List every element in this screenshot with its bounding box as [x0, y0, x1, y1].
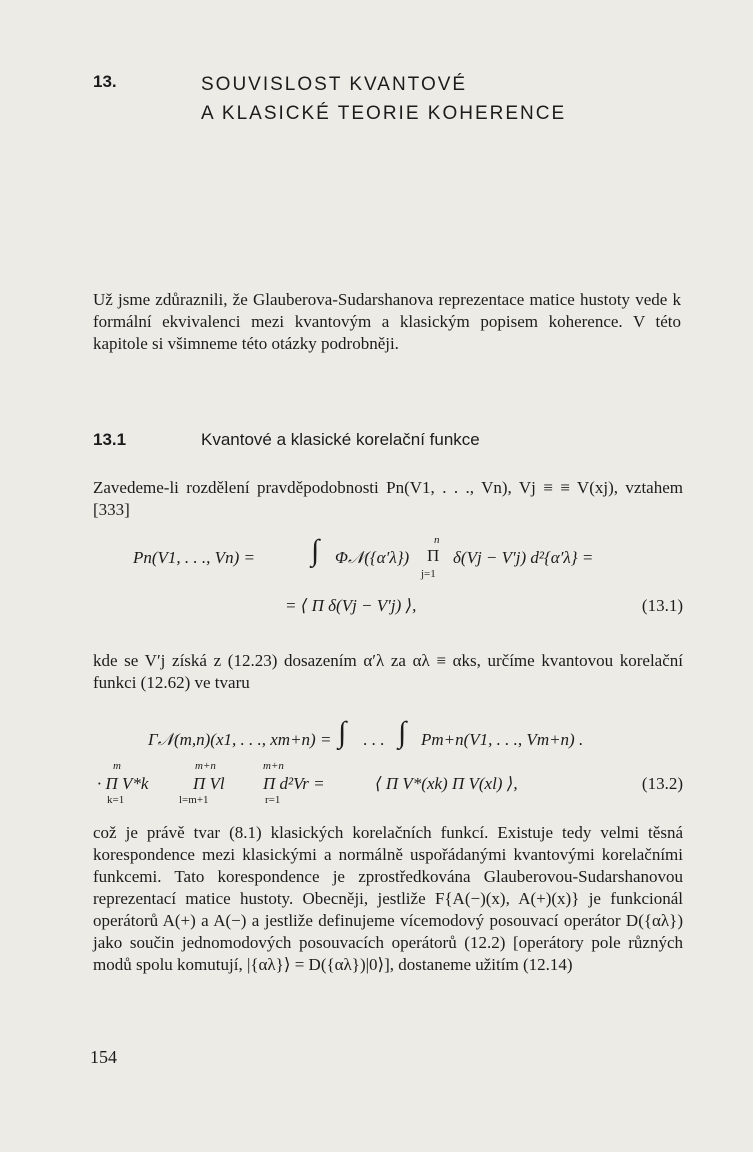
eq1-integrand: Φ𝒩({α′λ}) [335, 548, 410, 567]
eq1-prod-lower: j=1 [421, 568, 436, 580]
eq2-lower-3: r=1 [265, 794, 281, 806]
section-number: 13.1 [93, 430, 127, 449]
eq1-line2: = ⟨ Π δ(Vj − V′j) ⟩, [285, 596, 417, 615]
equation-13-2-line2 [93, 760, 683, 808]
eq2-integral-sign-2: ∫ [398, 716, 407, 749]
paragraph-2: kde se V′j získá z (12.23) dosazením α′λ za αλ ≡ αks, určíme kvantovou korelační funkci (12.62) ve tvaru [93, 651, 683, 692]
equation-13-1-line2 [93, 586, 683, 634]
eq1-term: δ(Vj − V′j) d²{α′λ} = [453, 548, 594, 567]
eq2-dots: . . . [363, 730, 385, 749]
eq2-lower-1: k=1 [107, 794, 125, 806]
eq2-prod3: Π d²Vr = [263, 774, 325, 793]
chapter-title [201, 70, 566, 128]
eq2-upper-3: m+n [263, 760, 284, 772]
eq2-prod1: · Π V*k [97, 774, 149, 793]
eq1-prod: Π [427, 546, 440, 565]
eq2-lower-2: l=m+1 [179, 794, 209, 806]
eq2-integral-sign-1: ∫ [338, 716, 347, 749]
chapter-title-line2: A KLASICKÉ TEORIE KOHERENCE [201, 103, 567, 124]
paragraph-3: což je právě tvar (8.1) klasických korelačních funkcí. Existuje tedy velmi těsná korespondence mezi klasickými a normálně uspořádanými kvantovými korelačními funkcemi. Tato korespondence je zprostředkována Glauberovou-Sudarshanovou reprezentací matice hustoty. Obecněji, jestliže F{A(−)(x), A(+)(x)} je funkcionál operátorů A(+) a A(−) a jestliže definujeme vícemodový posouvací operátor D({αλ}) jako součin jednomodových posouvacích operátorů (12.2) [operátory pole různých modů spolu komutují, |{αλ}⟩ = D({αλ})|0⟩], dostaneme užitím (12.14) [93, 823, 683, 974]
page-number: 154 [90, 1047, 117, 1067]
section-title: Kvantové a klasické korelační funkce [201, 430, 480, 449]
eq2-number: (13.2) [641, 774, 683, 793]
chapter-number: 13. [93, 72, 117, 91]
eq1-integral-sign: ∫ [311, 534, 320, 567]
eq2-average: ⟨ Π V*(xk) Π V(xl) ⟩, [375, 774, 518, 793]
eq1-number: (13.1) [641, 596, 683, 615]
eq1-prod-upper: n [434, 534, 440, 546]
eq2-rhs: Pm+n(V1, . . ., Vm+n) . [421, 730, 584, 749]
eq2-upper-1: m [113, 760, 121, 772]
eq2-upper-2: m+n [195, 760, 216, 772]
eq2-lhs: Γ𝒩(m,n)(x1, . . ., xm+n) = [148, 730, 332, 749]
section-heading [93, 430, 480, 450]
eq1-lhs: Pn(V1, . . ., Vn) = [133, 548, 255, 567]
chapter-title-line1: SOUVISLOST KVANTOVÉ [201, 74, 468, 95]
eq2-prod2: Π Vl [193, 774, 225, 793]
equation-13-1 [93, 534, 683, 582]
paragraph-1: Zavedeme-li rozdělení pravděpodobnosti Pn(V1, . . ., Vn), Vj ≡ ≡ V(xj), vztahem [333] [93, 478, 683, 519]
intro-paragraph: Už jsme zdůraznili, že Glauberova-Sudarshanova reprezentace matice hustoty vede k formální ekvivalenci mezi kvantovým a klasickým popisem koherence. V této kapitole si všimneme této otázky podrobněji. [93, 290, 681, 353]
